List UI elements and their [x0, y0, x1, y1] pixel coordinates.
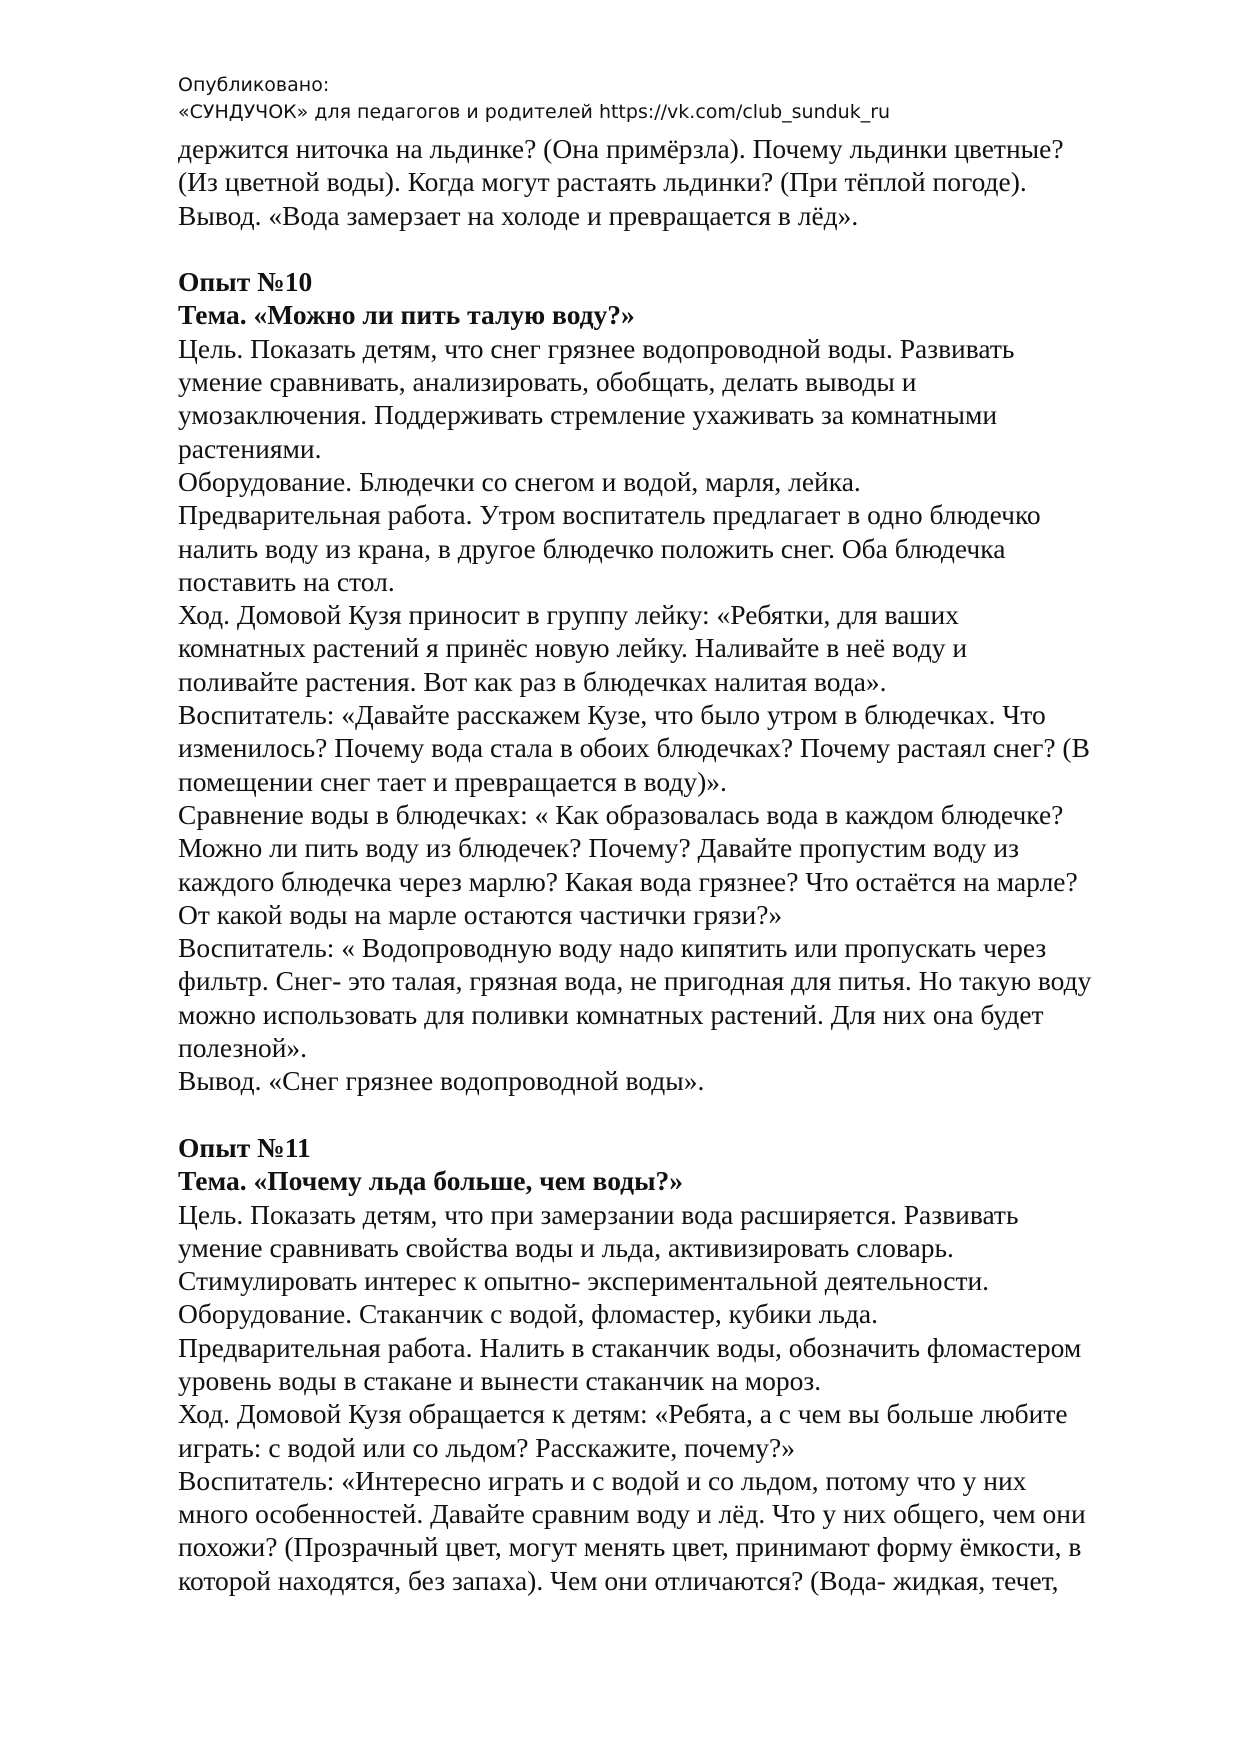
header-source-line: «СУНДУЧОК» для педагогов и родителей https://vk.com/club_sunduk_ru — [178, 101, 891, 123]
experiment-11-line: похожи? (Прозрачный цвет, могут менять цвет, принимают форму ёмкости, в — [178, 1531, 1082, 1563]
experiment-10-line: От какой воды на марле остаются частички грязи?» — [178, 898, 783, 930]
experiment-10-line: Воспитатель: « Водопроводную воду надо кипятить или пропускать через — [178, 932, 1047, 964]
experiment-10-line: помещении снег тает и превращается в воду)». — [178, 765, 727, 797]
experiment-10-line: умозаключения. Поддерживать стремление ухаживать за комнатными — [178, 399, 998, 431]
experiment-10-line: изменилось? Почему вода стала в обоих блюдечках? Почему растаял снег? (В — [178, 732, 1090, 764]
paragraph-gap — [178, 232, 1178, 265]
experiment-11-line: Ход. Домовой Кузя обращается к детям: «Ребята, а с чем вы больше любите — [178, 1398, 1068, 1430]
experiment-10-line: можно использовать для поливки комнатных растений. Для них она будет — [178, 998, 1044, 1030]
experiment-11-line: играть: с водой или со льдом? Расскажите, почему?» — [178, 1431, 795, 1463]
header-published-label: Опубликовано: — [178, 74, 330, 96]
experiment-11-line: Предварительная работа. Налить в стаканчик воды, обозначить фломастером — [178, 1331, 1082, 1363]
experiment-10-line: растениями. — [178, 432, 322, 464]
experiment-11-topic: Тема. «Почему льда больше, чем воды?» — [178, 1165, 684, 1197]
experiment-11-line: Оборудование. Стаканчик с водой, фломастер, кубики льда. — [178, 1298, 878, 1330]
paragraph-gap — [178, 1098, 1178, 1131]
experiment-10-line: Цель. Показать детям, что снег грязнее водопроводной воды. Развивать — [178, 332, 1015, 364]
intro-line: (Из цветной воды). Когда могут растаять льдинки? (При тёплой погоде). — [178, 166, 1027, 198]
experiment-11-line: умение сравнивать свойства воды и льда, активизировать словарь. — [178, 1231, 954, 1263]
experiment-11-title: Опыт №11 — [178, 1131, 311, 1163]
experiment-11-line: Цель. Показать детям, что при замерзании вода расширяется. Развивать — [178, 1198, 1019, 1230]
experiment-10-line: комнатных растений я принёс новую лейку. Наливайте в неё воду и — [178, 632, 968, 664]
experiment-10-line: Предварительная работа. Утром воспитатель предлагает в одно блюдечко — [178, 499, 1041, 531]
experiment-10-line: поливайте растения. Вот как раз в блюдечках налитая вода». — [178, 665, 887, 697]
experiment-10-topic: Тема. «Можно ли пить талую воду?» — [178, 299, 635, 331]
intro-line: держится ниточка на льдинке? (Она примёрзла). Почему льдинки цветные? — [178, 133, 1064, 164]
experiment-11-line: Воспитатель: «Интересно играть и с водой и со льдом, потому что у них — [178, 1464, 1027, 1496]
experiment-10-line: Воспитатель: «Давайте расскажем Кузе, что было утром в блюдечках. Что — [178, 699, 1046, 731]
experiment-10-title: Опыт №10 — [178, 266, 313, 298]
experiment-10-line: поставить на стол. — [178, 565, 395, 597]
experiment-10-line: Ход. Домовой Кузя приносит в группу лейку: «Ребятки, для ваших — [178, 599, 959, 631]
experiment-11-line: Стимулировать интерес к опытно- экспериментальной деятельности. — [178, 1265, 990, 1297]
experiment-10-line: полезной». — [178, 1032, 308, 1064]
experiment-10-line: Сравнение воды в блюдечках: « Как образовалась вода в каждом блюдечке? — [178, 798, 1064, 830]
publication-header — [178, 72, 1178, 126]
experiment-10-line: Можно ли пить воду из блюдечек? Почему? Давайте пропустим воду из — [178, 832, 1019, 864]
experiment-10-line: каждого блюдечка через марлю? Какая вода грязнее? Что остаётся на марле? — [178, 865, 1078, 897]
document-body — [178, 132, 1178, 1597]
experiment-10-conclusion: Вывод. «Снег грязнее водопроводной воды». — [178, 1065, 705, 1097]
experiment-10-line: фильтр. Снег- это талая, грязная вода, не пригодная для питья. Но такую воду — [178, 965, 1092, 997]
experiment-11-line: которой находятся, без запаха). Чем они отличаются? (Вода- жидкая, течет, — [178, 1564, 1059, 1596]
experiment-10-line: налить воду из крана, в другое блюдечко положить снег. Оба блюдечка — [178, 532, 1006, 564]
experiment-10-line: Оборудование. Блюдечки со снегом и водой, марля, лейка. — [178, 465, 861, 497]
experiment-11-line: уровень воды в стакане и вынести стаканчик на мороз. — [178, 1364, 822, 1396]
experiment-10-line: умение сравнивать, анализировать, обобщать, делать выводы и — [178, 366, 917, 398]
experiment-11-line: много особенностей. Давайте сравним воду и лёд. Что у них общего, чем они — [178, 1498, 1086, 1530]
intro-conclusion: Вывод. «Вода замерзает на холоде и превращается в лёд». — [178, 199, 859, 231]
